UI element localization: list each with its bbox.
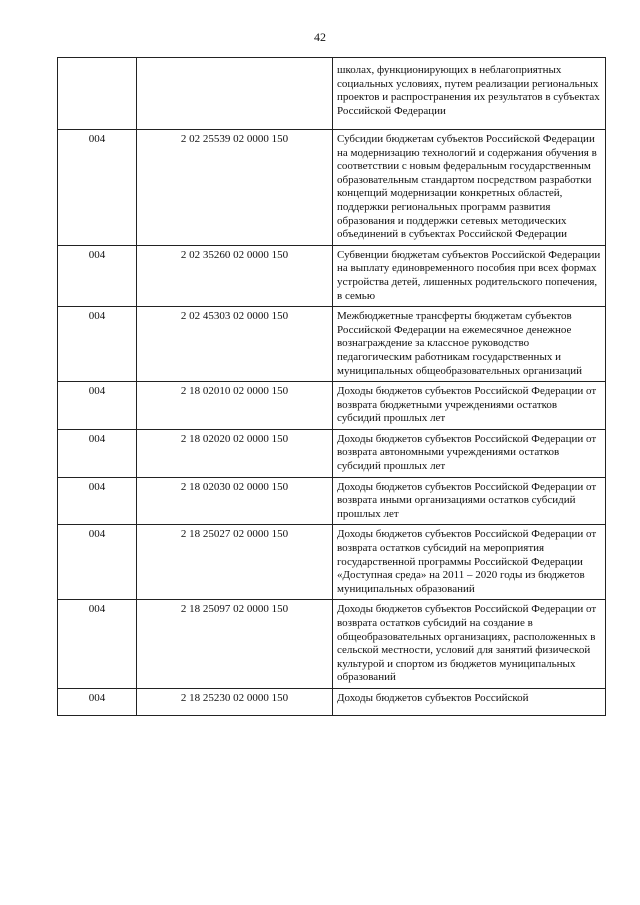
kbk-code-cell: 2 18 25230 02 0000 150 (137, 688, 333, 715)
table-row (58, 382, 606, 430)
kbk-code-cell: 2 18 25027 02 0000 150 (137, 525, 333, 600)
kbk-code-cell: 2 18 02010 02 0000 150 (137, 382, 333, 430)
admin-code-cell: 004 (58, 688, 137, 715)
kbk-code-cell (137, 58, 333, 130)
table-row (58, 688, 606, 715)
kbk-code-cell: 2 02 35260 02 0000 150 (137, 245, 333, 306)
kbk-code-cell: 2 18 02020 02 0000 150 (137, 429, 333, 477)
admin-code-cell: 004 (58, 525, 137, 600)
description-cell: Доходы бюджетов субъектов Российской Федерации от возврата остатков субсидий на создание в общеобразовательных организациях, расположенных в сельской местности, условий для занятий физической культурой и спортом из бюджетов муниципальных образований (333, 600, 606, 689)
admin-code-cell: 004 (58, 382, 137, 430)
description-cell: Межбюджетные трансферты бюджетам субъектов Российской Федерации на ежемесячное денежное вознаграждение за классное руководство педагогическим работникам государственных и муниципальных общеобразовательных организаций (333, 307, 606, 382)
kbk-code-cell: 2 18 25097 02 0000 150 (137, 600, 333, 689)
description-cell: школах, функционирующих в неблагоприятных социальных условиях, путем реализации региональных проектов и распространения их результатов в субъектах Российской Федерации (333, 58, 606, 130)
admin-code-cell: 004 (58, 477, 137, 525)
description-cell: Доходы бюджетов субъектов Российской Федерации от возврата остатков субсидий на мероприятия государственной программы Российской Федерации «Доступная среда» на 2011 – 2020 годы из бюджетов муниципальных образований (333, 525, 606, 600)
table-row (58, 600, 606, 689)
admin-code-cell (58, 58, 137, 130)
table-row (58, 429, 606, 477)
kbk-code-cell: 2 02 25539 02 0000 150 (137, 130, 333, 246)
description-cell: Доходы бюджетов субъектов Российской (333, 688, 606, 715)
table-row (58, 245, 606, 306)
description-cell: Доходы бюджетов субъектов Российской Федерации от возврата иными организациями остатков субсидий прошлых лет (333, 477, 606, 525)
description-cell: Субсидии бюджетам субъектов Российской Федерации на модернизацию технологий и содержания обучения в соответствии с новым федеральным государственным образовательным стандартом посредством разработки концепций модернизации конкретных областей, поддержки региональных программ развития образования и поддержки сетевых методических объединений в субъектах Российской Федерации (333, 130, 606, 246)
admin-code-cell: 004 (58, 307, 137, 382)
page-number: 42 (314, 30, 326, 44)
table-row (58, 477, 606, 525)
description-cell: Субвенции бюджетам субъектов Российской Федерации на выплату единовременного пособия при всех формах устройства детей, лишенных родительского попечения, в семью (333, 245, 606, 306)
description-cell: Доходы бюджетов субъектов Российской Федерации от возврата бюджетными учреждениями остатков субсидий прошлых лет (333, 382, 606, 430)
kbk-code-cell: 2 18 02030 02 0000 150 (137, 477, 333, 525)
admin-code-cell: 004 (58, 245, 137, 306)
table-row (58, 58, 606, 130)
kbk-code-cell: 2 02 45303 02 0000 150 (137, 307, 333, 382)
admin-code-cell: 004 (58, 429, 137, 477)
admin-code-cell: 004 (58, 600, 137, 689)
table-row (58, 130, 606, 246)
table-row (58, 525, 606, 600)
table-row (58, 307, 606, 382)
description-cell: Доходы бюджетов субъектов Российской Федерации от возврата автономными учреждениями остатков субсидий прошлых лет (333, 429, 606, 477)
admin-code-cell: 004 (58, 130, 137, 246)
budget-codes-table (57, 57, 606, 716)
